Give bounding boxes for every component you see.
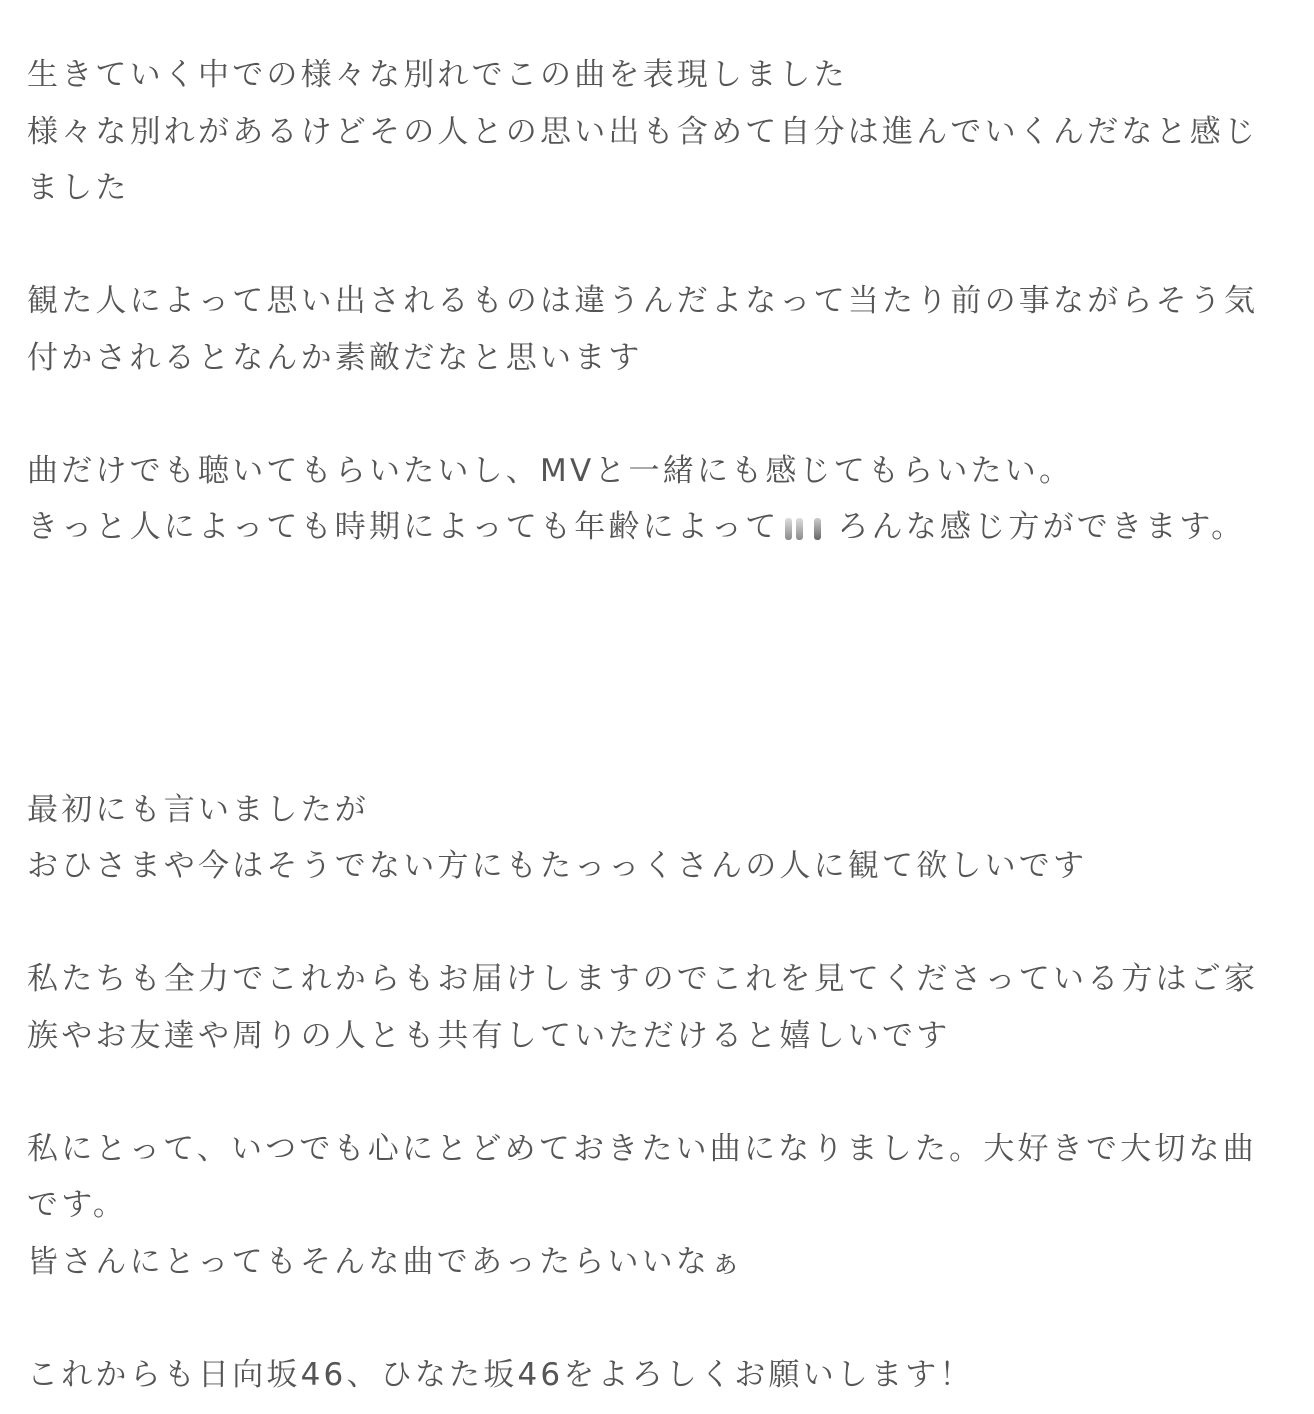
paragraph-spacer [27, 1290, 1287, 1347]
text-line: 最初にも言いましたが [27, 791, 369, 828]
text-segment: ろんな感じ方ができます。 [837, 509, 1246, 545]
text-line: 付かされるとなんか素敵だなと思います [27, 339, 643, 376]
text-segment: きっと人によっても時期によっても年齢によって [27, 509, 780, 545]
section-spacer [27, 556, 1287, 782]
text-line: 曲だけでも聴いてもらいたいし、MVと一緒にも感じてもらいたい。 [27, 452, 1074, 489]
paragraph-favorite [27, 1121, 1287, 1291]
paragraph-closing [27, 1347, 1287, 1404]
paragraph-share [27, 951, 1287, 1064]
text-line: です。 [27, 1187, 128, 1223]
text-line: 族やお友達や周りの人とも共有していただけると嬉しいです [27, 1017, 951, 1054]
text-line: 生きていく中での様々な別れでこの曲を表現しました [27, 57, 848, 93]
paragraph-farewell [27, 47, 1287, 217]
paragraph-spacer [27, 1064, 1287, 1121]
paragraph-request [27, 782, 1287, 895]
paragraph-spacer [27, 386, 1287, 443]
text-line: ました [27, 170, 130, 206]
paragraph-spacer [27, 217, 1287, 274]
text-line: 皆さんにとってもそんな曲であったらいいなぁ [27, 1243, 745, 1280]
text-line: おひさまや今はそうでない方にもたっっくさんの人に観て欲しいです [27, 848, 1088, 884]
text-line: 様々な別れがあるけどその人との思い出も含めて自分は進んでいくんだなと感じ [27, 113, 1259, 150]
text-line: 私にとって、いつでも心にとどめておきたい曲になりました。大好きで大切な曲 [27, 1130, 1257, 1167]
text-line: 観た人によって思い出されるものは違うんだよなって当たり前の事ながらそう気 [27, 283, 1259, 319]
blurred-emoji-icon [781, 514, 835, 540]
paragraph-memories [27, 273, 1287, 386]
blog-post-body [27, 47, 1287, 1403]
text-line: 私たちも全力でこれからもお届けしますのでこれを見てくださっている方はご家 [27, 961, 1259, 997]
paragraph-spacer [27, 895, 1287, 952]
text-line [27, 499, 1287, 556]
text-line: これからも日向坂46、ひなた坂46をよろしくお願いします！ [27, 1356, 974, 1393]
paragraph-listen [27, 443, 1287, 556]
